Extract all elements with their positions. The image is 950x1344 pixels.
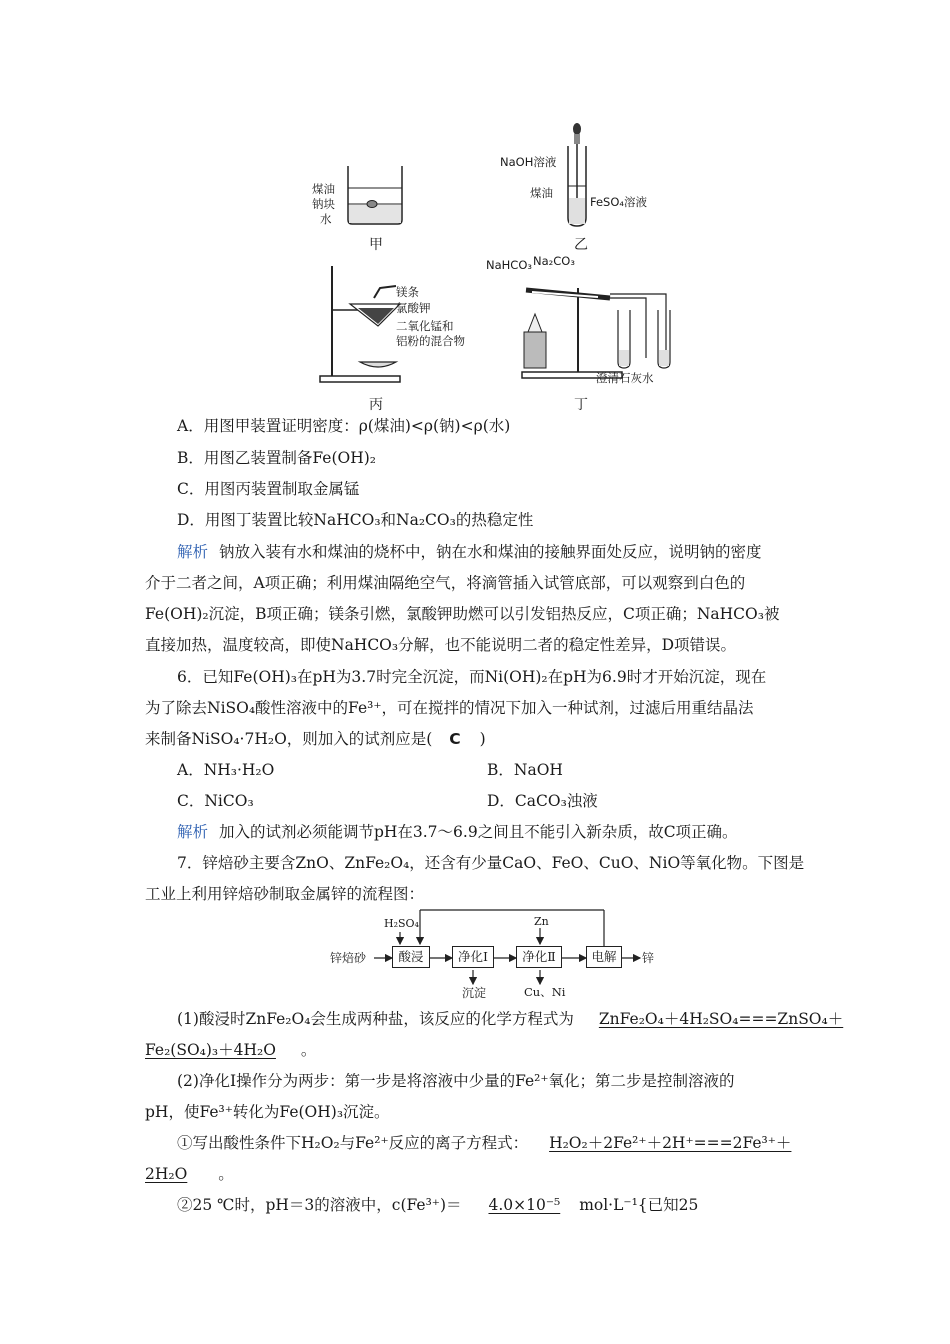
q7-sub1-line-1: ①写出酸性条件下H₂O₂与Fe²⁺反应的离子方程式： H₂O₂＋2Fe²⁺＋2H⁺===2Fe³⁺＋ (177, 1134, 792, 1152)
analysis-label: 解析 (177, 543, 209, 561)
q7-stem-line-1: 7．锌焙砂主要含ZnO、ZnFe₂O₄，还含有少量CaO、FeO、CuO、NiO等氧化物。下图是 (177, 854, 805, 872)
label-al-mixture: 铝粉的混合物 (396, 334, 465, 348)
flow-reagent-zn: Zn (534, 915, 549, 928)
q5-analysis-line-4: 直接加热，温度较高，即使NaHCO₃分解，也不能说明二者的稳定性差异，D项错误。 (145, 636, 737, 654)
flow-step-electrolysis: 电解 (586, 946, 622, 968)
q6-stem-line-2: 为了除去NiSO₄酸性溶液中的Fe³⁺，可在搅拌的情况下加入一种试剂，过滤后用重结晶法 (145, 699, 754, 717)
q5-analysis-line-2: 介于二者之间，A项正确；利用煤油隔绝空气，将滴管插入试管底部，可以观察到白色的 (145, 574, 746, 592)
label-kclo3: 氯酸钾 (396, 301, 431, 315)
flow-start: 锌焙砂 (330, 951, 367, 965)
test-tube-diagram (562, 122, 592, 232)
q7-part1-line-1: (1)酸浸时ZnFe₂O₄会生成两种盐，该反应的化学方程式为 ZnFe₂O₄＋4H₂SO₄===ZnSO₄＋ (177, 1010, 844, 1028)
q7-sub1-answer-b: 2H₂O (145, 1165, 188, 1183)
flow-reagent-h2so4: H₂SO₄ (384, 917, 419, 930)
q7-sub1-answer-a: H₂O₂＋2Fe²⁺＋2H⁺===2Fe³⁺＋ (549, 1134, 792, 1152)
q6-option-a: A．NH₃·H₂O (177, 761, 275, 779)
caption-bing: 丙 (369, 397, 383, 413)
flow-end: 锌 (642, 951, 655, 965)
q6-option-d: D．CaCO₃浊液 (487, 792, 598, 810)
caption-jia: 甲 (369, 237, 383, 253)
q5-option-d: D．用图丁装置比较NaHCO₃和Na₂CO₃的热稳定性 (177, 511, 534, 529)
label-kerosene-yi: 煤油 (530, 186, 553, 200)
q7-sub2-answer: 4.0×10⁻⁵ (488, 1196, 561, 1214)
q5-analysis-line-1: 解析 钠放入装有水和煤油的烧杯中，钠在水和煤油的接触界面处反应，说明钠的密度 (177, 543, 762, 561)
flow-step-purify-2: 净化Ⅱ (516, 946, 562, 968)
label-nahco3: NaHCO₃ (486, 258, 532, 272)
flow-product-cu-ni: Cu、Ni (524, 985, 566, 999)
q6-option-b: B．NaOH (487, 761, 563, 779)
q5-option-c: C．用图丙装置制取金属锰 (177, 480, 360, 498)
heating-tube-diagram (512, 270, 680, 382)
label-limewater: 澄清石灰水 (596, 371, 654, 385)
q5-option-a: A．用图甲装置证明密度：ρ(煤油)<ρ(钠)<ρ(水) (177, 417, 511, 435)
flow-product-precipitate: 沉淀 (462, 986, 487, 1000)
q6-option-c: C．NiCO₃ (177, 792, 254, 810)
label-kerosene-jia: 煤油 (312, 182, 335, 196)
label-na2co3: Na₂CO₃ (533, 254, 575, 268)
q7-part2-line-1: (2)净化Ⅰ操作分为两步：第一步是将溶液中少量的Fe²⁺氧化；第二步是控制溶液的 (177, 1072, 735, 1090)
label-mno2: 二氧化锰和 (396, 319, 454, 333)
q7-sub1-line-2: 2H₂O 。 (145, 1165, 234, 1183)
label-sodium: 钠块 (312, 197, 335, 211)
q7-part1-answer-a: ZnFe₂O₄＋4H₂SO₄===ZnSO₄＋ (598, 1010, 844, 1028)
beaker-diagram (340, 160, 410, 226)
q5-analysis-line-3: Fe(OH)₂沉淀，B项正确；镁条引燃，氯酸钾助燃可以引发铝热反应，C项正确；NaHCO₃被 (145, 605, 780, 623)
q7-part1-line-2: Fe₂(SO₄)₃＋4H₂O 。 (145, 1041, 317, 1059)
analysis-label: 解析 (177, 823, 209, 841)
q7-part1-answer-b: Fe₂(SO₄)₃＋4H₂O (145, 1041, 276, 1059)
label-naoh: NaOH溶液 (500, 155, 557, 169)
caption-ding: 丁 (574, 397, 588, 413)
q7-sub2-line: ②25 ℃时，pH＝3的溶液中，c(Fe³⁺)＝ 4.0×10⁻⁵ mol·L⁻¹{已知25 (177, 1196, 699, 1214)
caption-yi: 乙 (574, 237, 588, 253)
q6-stem-line-1: 6．已知Fe(OH)₃在pH为3.7时完全沉淀，而Ni(OH)₂在pH为6.9时才开始沉淀，现在 (177, 668, 767, 686)
label-water: 水 (320, 212, 332, 226)
q6-stem-line-3: 来制备NiSO₄·7H₂O，则加入的试剂应是( C ) (145, 730, 486, 748)
q7-part2-line-2: pH，使Fe³⁺转化为Fe(OH)₃沉淀。 (145, 1103, 390, 1121)
flow-step-acid-leach: 酸浸 (392, 946, 430, 968)
q6-analysis: 解析 加入的试剂必须能调节pH在3.7～6.9之间且不能引入新杂质，故C项正确。 (177, 823, 738, 841)
q6-answer: C (449, 730, 461, 748)
label-magnesium: 镁条 (396, 285, 419, 299)
q5-option-b: B．用图乙装置制备Fe(OH)₂ (177, 449, 377, 467)
flow-step-purify-1: 净化Ⅰ (452, 946, 494, 968)
label-feso4: FeSO₄溶液 (590, 195, 648, 209)
q7-stem-line-2: 工业上利用锌焙砂制取金属锌的流程图： (145, 885, 425, 903)
